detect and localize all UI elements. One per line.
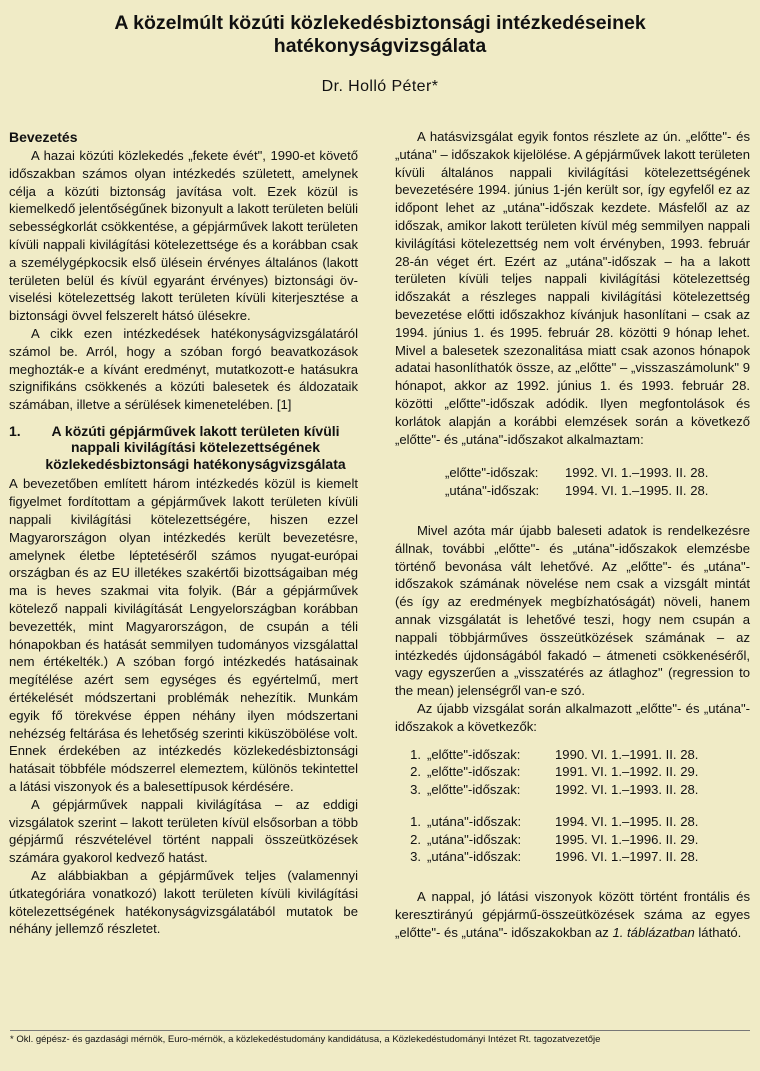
paragraph: [395, 888, 750, 941]
period-value: 1994. VI. 1.–1995. II. 28.: [565, 483, 709, 499]
section-number: 1.: [9, 422, 21, 439]
paragraph: Az alábbiakban a gépjárművek teljes (valamennyi útkategóriára vonatkozó) lakott területen kívüli kivilágítási kötelezettségének hatékonyságvizsgálatából mutatok be néhány jellemző részletet.: [9, 867, 358, 937]
item-number: 3.: [410, 849, 421, 865]
table-reference: 1. táblázatban: [612, 924, 695, 940]
paragraph: A cikk ezen intézkedések hatékonyságvizsgálatáról számol be. Arról, hogy a szóban forgó beavatkozások meghozták-e a kívánt eredményt, mutatkozott-e hatásukra szignifikáns csökkenés a közúti balesetek és áldozataik számában, illetve a sérülések kimenetelében. [1]: [9, 325, 358, 413]
section-heading-introduction: Bevezetés: [9, 129, 78, 145]
period-label: „utána"-időszak:: [427, 831, 522, 847]
paragraph: A bevezetőben említett három intézkedés közül is kiemelt figyelmet fordítottam a gépjárművek lakott területen kívüli nappali kivilágítási kötelezettségére, hiszen ezzel Magyarországon olyan intézkedés került bevezetésre, amelynek életbe léptetéséről számos nyugat-európai országban és az EU illetékes szakértői bizottságaiban még ma is heves szakmai vita folyik. (Bár a gépjárművek kötelező nappali kivilágítását Lengyelországban korábban bevezették, mint Magyarországon, de csupán a téli hónapokban és hatását semmilyen tudományos vizsgálattal nem értékelték.) A szóban forgó intézkedés hatásainak megítélése azért sem egységes és egyértelmű, mert értékelését módszertani problémák nehezítik. Munkám egyik fő törekvése éppen néhány ilyen módszertani nehézség feltárása és lehetőség szerinti kiküszöbölése volt. Ennek érdekében az intézkedés közlekedésbiztonsági hatásait többféle módszerrel elemeztem, különös tekintettel a látási viszonyok és a balesettípusok kérdésére.: [9, 476, 358, 794]
paragraph: Az újabb vizsgálat során alkalmazott „előtte"- és „utána"-időszakok a következők:: [395, 700, 750, 734]
list-item: [405, 813, 750, 831]
paragraph: A hazai közúti közlekedés „fekete évét", 1990-et követő időszakban számos olyan intézkedés született, amelynek célja a közúti biztonság javítása volt. Ezek közül is kiemelkedő jelentőségűnek bizonyult a lakott területen belüli sebességkorlát csökkentése, a gépjárművek lakott területen kívüli nappali kivilágítási kötelezettsége és a korábban csak a személygépkocsik első ülésein érvényes általános (lakott területen belül és kívül egyaránt érvényes) biztonsági öv-viselési kötelezettség lakott területen kívüli kiterjesztése a biztonsági övvel felszerelt hátsó ülésekre.: [9, 148, 358, 324]
period-label: „előtte"-időszak:: [427, 746, 521, 762]
list-item: [441, 482, 750, 500]
period-definition-list: [395, 464, 750, 500]
section-heading-1: [9, 423, 358, 473]
item-number: 2.: [410, 764, 421, 780]
period-value: 1996. VI. 1.–1997. II. 28.: [555, 849, 699, 865]
list-item: [405, 848, 750, 866]
list-item: [405, 763, 750, 781]
period-label: „utána"-időszak:: [445, 483, 540, 499]
item-number: 1.: [410, 813, 421, 829]
right-column: [395, 128, 750, 942]
paragraph: A hatásvizsgálat egyik fontos részlete az ún. „előtte"- és „utána" – időszakok kijelölése. A gépjárművek lakott területen kívüli általános nappali kivilágítási kötelezettségének bevezetésére 1994. június 1-jén került sor, így egyfelől ez az időpont lehet az „utána"-időszak kezdete. Másfelől az az időszak, amikor lakott területen kívül még semmilyen nappali kivilágítási kötelezettség nem volt érvényben, 1993. február 28-án véget ért. Ezért az „utána"-időszak – ha a lakott területen kívüli teljes nappali kivilágítási kötelezettség időszakát a részleges nappali kivilágítási kötelezettség bevezetése előtti időszakhoz kívánjuk hasonlítani – csak az 1994. június 1. és 1995. február 28. közötti 9 hónap lehet. Mivel a balesetek szezonalitása miatt csak azonos hónapok adatai hasonlíthatók össze, az „előtte" – „visszaszámolunk" 9 hónapot, akkor az 1992. június 1. és 1993. február 28. közötti „előtte"-időszak adódik. Ilyen megfontolások és korlátok alapján a korábbi elemzések során a következő „előtte"- és „utána"-időszakot alkalmaztam:: [395, 129, 750, 447]
paragraph-text: látható.: [694, 924, 742, 940]
item-number: 1.: [410, 746, 421, 762]
paragraph-text: A nappal, jó látási viszonyok között történt frontális és keresztirányú gépjármű-összeütközések száma az egyes „előtte"- és „utána"- időszakokban az: [395, 889, 750, 940]
period-label: „előtte"-időszak:: [445, 465, 539, 481]
item-number: 2.: [410, 831, 421, 847]
list-item: [405, 831, 750, 849]
list-item: [441, 464, 750, 482]
title-line-2: hatékonyságvizsgálata: [273, 35, 487, 57]
period-label: „utána"-időszak:: [427, 849, 522, 865]
paper-title: [40, 12, 720, 58]
section-heading-text: A közúti gépjárművek lakott területen kívüli nappali kivilágítási kötelezettségének közlekedésbiztonsági hatékonyságvizsgálata: [45, 422, 346, 472]
period-label: „előtte"-időszak:: [427, 764, 521, 780]
period-value: 1992. VI. 1.–1993. II. 28.: [565, 465, 709, 481]
paragraph: A gépjárművek nappali kivilágítása – az eddigi vizsgálatok szerint – lakott területen kívül elsősorban a több gépjármű részvételével történt nappali összeütközések számára gyakorol kedvező hatást.: [9, 796, 358, 866]
period-value: 1995. VI. 1.–1996. II. 29.: [555, 831, 699, 847]
footnote: * Okl. gépész- és gazdasági mérnök, Euro-mérnök, a közlekedéstudomány kandidátusa, a Közlekedéstudományi Intézet Rt. tagozatvezetője: [10, 1030, 750, 1046]
period-value: 1991. VI. 1.–1992. II. 29.: [555, 764, 699, 780]
title-line-1: A közelmúlt közúti közlekedésbiztonsági intézkedéseinek: [114, 12, 646, 34]
period-value: 1994. VI. 1.–1995. II. 28.: [555, 813, 699, 829]
item-number: 3.: [410, 782, 421, 798]
after-period-list: [395, 813, 750, 866]
period-label: „utána"-időszak:: [427, 813, 522, 829]
list-item: [405, 746, 750, 764]
period-value: 1992. VI. 1.–1993. II. 28.: [555, 782, 699, 798]
paragraph: Mivel azóta már újabb baleseti adatok is rendelkezésre állnak, további „előtte"- és „utána"-időszakok elemzésbe történő bevonása vált lehetővé. Az „előtte"- és „utána"-időszakok számának növelése nem csak a vizsgált mintát (és így az eredmények megbízhatóságát) növeli, hanem annak vizsgálatát is lehetővé teszi, hogy nem csupán a nappali többjárműves összeütközések számának – az intézkedés újdonságából fakadó – átmeneti csökkenéséről, vagy egyszerűen a „visszatérés az átlaghoz" (regression to the mean) jelenségről van-e szó.: [395, 522, 750, 699]
before-period-list: [395, 746, 750, 799]
period-label: „előtte"-időszak:: [427, 782, 521, 798]
list-item: [405, 781, 750, 799]
left-column: [9, 128, 358, 938]
author: Dr. Holló Péter*: [321, 78, 439, 95]
period-value: 1990. VI. 1.–1991. II. 28.: [555, 746, 699, 762]
